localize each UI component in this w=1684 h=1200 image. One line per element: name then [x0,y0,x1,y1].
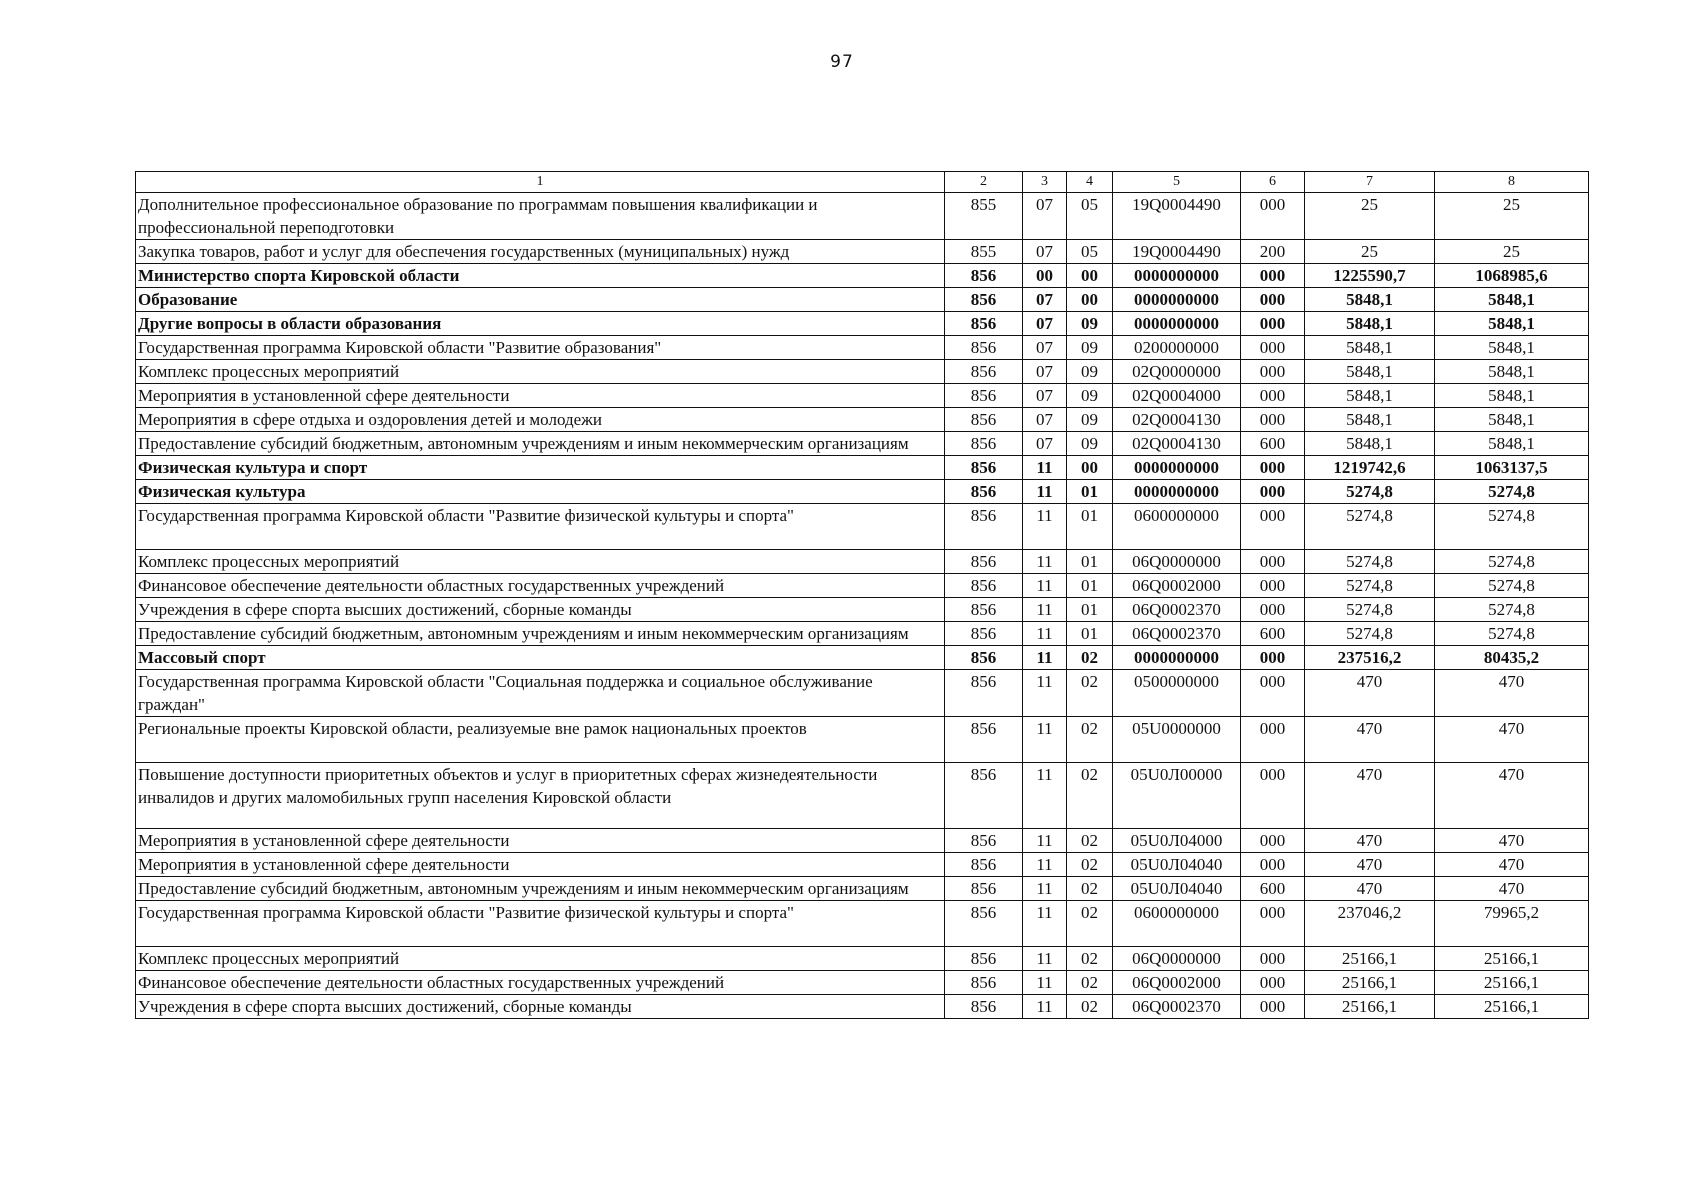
row-amount-col7: 5848,1 [1305,288,1435,312]
row-ministry-code: 856 [945,853,1023,877]
row-ministry-code: 855 [945,240,1023,264]
row-amount-col7: 1219742,6 [1305,456,1435,480]
row-expense-type: 600 [1241,877,1305,901]
row-target-article: 05U0Л00000 [1113,763,1241,829]
row-amount-col8: 5274,8 [1435,504,1589,550]
row-amount-col7: 470 [1305,670,1435,717]
row-amount-col8: 470 [1435,670,1589,717]
row-amount-col7: 470 [1305,829,1435,853]
row-expense-type: 000 [1241,504,1305,550]
row-subsection-code: 02 [1067,670,1113,717]
table-row [136,598,1589,622]
row-amount-col8: 5848,1 [1435,288,1589,312]
row-section-code: 11 [1023,763,1067,829]
row-name: Повышение доступности приоритетных объектов и услуг в приоритетных сферах жизнедеятельности инвалидов и других маломобильных групп населения Кировской области [136,763,945,829]
row-amount-col7: 470 [1305,853,1435,877]
table-row [136,264,1589,288]
row-amount-col7: 25 [1305,193,1435,240]
row-section-code: 07 [1023,240,1067,264]
row-amount-col7: 5848,1 [1305,384,1435,408]
row-target-article: 0000000000 [1113,264,1241,288]
row-ministry-code: 856 [945,971,1023,995]
row-ministry-code: 856 [945,408,1023,432]
row-subsection-code: 01 [1067,598,1113,622]
table-row [136,877,1589,901]
row-amount-col8: 5848,1 [1435,408,1589,432]
row-section-code: 11 [1023,574,1067,598]
row-amount-col8: 5274,8 [1435,574,1589,598]
row-ministry-code: 856 [945,670,1023,717]
row-ministry-code: 856 [945,947,1023,971]
row-expense-type: 000 [1241,408,1305,432]
row-name: Мероприятия в установленной сфере деятельности [136,853,945,877]
row-ministry-code: 856 [945,598,1023,622]
row-section-code: 07 [1023,312,1067,336]
row-expense-type: 200 [1241,240,1305,264]
row-ministry-code: 855 [945,193,1023,240]
table-row [136,646,1589,670]
row-amount-col7: 5274,8 [1305,598,1435,622]
row-subsection-code: 02 [1067,829,1113,853]
row-ministry-code: 856 [945,574,1023,598]
row-ministry-code: 856 [945,432,1023,456]
table-row [136,456,1589,480]
row-name: Предоставление субсидий бюджетным, автономным учреждениям и иным некоммерческим организациям [136,432,945,456]
row-amount-col8: 1068985,6 [1435,264,1589,288]
row-section-code: 07 [1023,384,1067,408]
row-amount-col7: 470 [1305,877,1435,901]
header-col-6: 6 [1241,172,1305,193]
row-expense-type: 000 [1241,829,1305,853]
row-target-article: 06Q0000000 [1113,550,1241,574]
row-amount-col7: 5274,8 [1305,480,1435,504]
budget-table [135,171,1589,1019]
row-name: Закупка товаров, работ и услуг для обеспечения государственных (муниципальных) нужд [136,240,945,264]
row-amount-col7: 25 [1305,240,1435,264]
row-ministry-code: 856 [945,312,1023,336]
table-row [136,408,1589,432]
row-name: Дополнительное профессиональное образование по программам повышения квалификации и профессиональной переподготовки [136,193,945,240]
row-expense-type: 000 [1241,336,1305,360]
row-ministry-code: 856 [945,622,1023,646]
row-subsection-code: 01 [1067,574,1113,598]
row-subsection-code: 09 [1067,336,1113,360]
row-target-article: 06Q0000000 [1113,947,1241,971]
row-name: Мероприятия в установленной сфере деятельности [136,384,945,408]
row-section-code: 07 [1023,432,1067,456]
row-amount-col7: 5848,1 [1305,312,1435,336]
table-row [136,829,1589,853]
header-col-5: 5 [1113,172,1241,193]
row-section-code: 11 [1023,622,1067,646]
row-expense-type: 600 [1241,622,1305,646]
row-amount-col7: 25166,1 [1305,947,1435,971]
row-ministry-code: 856 [945,288,1023,312]
row-expense-type: 000 [1241,971,1305,995]
table-row [136,717,1589,763]
row-section-code: 11 [1023,829,1067,853]
row-amount-col7: 25166,1 [1305,995,1435,1019]
row-amount-col8: 1063137,5 [1435,456,1589,480]
table-row [136,480,1589,504]
row-amount-col8: 79965,2 [1435,901,1589,947]
row-amount-col7: 5848,1 [1305,360,1435,384]
row-section-code: 07 [1023,336,1067,360]
row-target-article: 05U0000000 [1113,717,1241,763]
row-section-code: 11 [1023,947,1067,971]
table-row [136,763,1589,829]
row-expense-type: 000 [1241,717,1305,763]
row-expense-type: 000 [1241,360,1305,384]
row-subsection-code: 09 [1067,312,1113,336]
row-ministry-code: 856 [945,360,1023,384]
row-target-article: 0000000000 [1113,312,1241,336]
row-amount-col8: 470 [1435,853,1589,877]
row-amount-col8: 470 [1435,717,1589,763]
row-subsection-code: 05 [1067,193,1113,240]
row-expense-type: 000 [1241,193,1305,240]
row-ministry-code: 856 [945,763,1023,829]
row-subsection-code: 00 [1067,288,1113,312]
table-row [136,574,1589,598]
row-subsection-code: 09 [1067,384,1113,408]
table-row [136,995,1589,1019]
row-target-article: 06Q0002000 [1113,971,1241,995]
table-row [136,550,1589,574]
table-row [136,947,1589,971]
row-ministry-code: 856 [945,901,1023,947]
row-amount-col7: 25166,1 [1305,971,1435,995]
table-row [136,971,1589,995]
row-target-article: 0000000000 [1113,288,1241,312]
row-amount-col7: 5848,1 [1305,432,1435,456]
row-name: Предоставление субсидий бюджетным, автономным учреждениям и иным некоммерческим организациям [136,622,945,646]
row-section-code: 07 [1023,288,1067,312]
row-name: Учреждения в сфере спорта высших достижений, сборные команды [136,598,945,622]
row-name: Другие вопросы в области образования [136,312,945,336]
table-row [136,384,1589,408]
row-amount-col7: 1225590,7 [1305,264,1435,288]
row-section-code: 11 [1023,670,1067,717]
table-row [136,240,1589,264]
row-name: Массовый спорт [136,646,945,670]
row-amount-col8: 470 [1435,877,1589,901]
row-section-code: 11 [1023,550,1067,574]
row-name: Физическая культура [136,480,945,504]
row-amount-col8: 5848,1 [1435,360,1589,384]
row-expense-type: 000 [1241,995,1305,1019]
row-subsection-code: 02 [1067,995,1113,1019]
row-amount-col8: 5848,1 [1435,432,1589,456]
row-ministry-code: 856 [945,646,1023,670]
row-name: Министерство спорта Кировской области [136,264,945,288]
row-target-article: 06Q0002370 [1113,622,1241,646]
row-name: Государственная программа Кировской области "Развитие физической культуры и спорта" [136,504,945,550]
row-section-code: 11 [1023,853,1067,877]
table-row [136,622,1589,646]
row-ministry-code: 856 [945,336,1023,360]
row-amount-col7: 237046,2 [1305,901,1435,947]
table-header [136,172,1589,193]
row-ministry-code: 856 [945,995,1023,1019]
row-expense-type: 000 [1241,598,1305,622]
table-row [136,312,1589,336]
row-expense-type: 000 [1241,312,1305,336]
table-row [136,288,1589,312]
row-amount-col8: 5848,1 [1435,312,1589,336]
row-target-article: 0000000000 [1113,456,1241,480]
row-target-article: 02Q0004130 [1113,408,1241,432]
row-amount-col7: 5274,8 [1305,622,1435,646]
row-name: Физическая культура и спорт [136,456,945,480]
row-amount-col7: 5848,1 [1305,336,1435,360]
row-subsection-code: 02 [1067,947,1113,971]
row-subsection-code: 01 [1067,480,1113,504]
row-name: Учреждения в сфере спорта высших достижений, сборные команды [136,995,945,1019]
row-amount-col8: 470 [1435,763,1589,829]
row-section-code: 07 [1023,193,1067,240]
row-expense-type: 000 [1241,646,1305,670]
row-section-code: 11 [1023,971,1067,995]
row-name: Образование [136,288,945,312]
table-row [136,432,1589,456]
row-subsection-code: 00 [1067,456,1113,480]
page-number: 97 [830,52,854,72]
row-subsection-code: 02 [1067,877,1113,901]
row-amount-col7: 5274,8 [1305,574,1435,598]
row-expense-type: 000 [1241,947,1305,971]
row-amount-col7: 5274,8 [1305,550,1435,574]
row-section-code: 07 [1023,408,1067,432]
row-expense-type: 000 [1241,550,1305,574]
row-ministry-code: 856 [945,829,1023,853]
row-expense-type: 000 [1241,901,1305,947]
row-ministry-code: 856 [945,264,1023,288]
row-subsection-code: 01 [1067,504,1113,550]
row-name: Региональные проекты Кировской области, реализуемые вне рамок национальных проектов [136,717,945,763]
row-section-code: 11 [1023,901,1067,947]
header-col-8: 8 [1435,172,1589,193]
row-target-article: 0500000000 [1113,670,1241,717]
row-section-code: 11 [1023,480,1067,504]
row-section-code: 11 [1023,504,1067,550]
row-expense-type: 000 [1241,456,1305,480]
header-col-3: 3 [1023,172,1067,193]
row-expense-type: 600 [1241,432,1305,456]
row-subsection-code: 02 [1067,901,1113,947]
row-ministry-code: 856 [945,877,1023,901]
row-target-article: 05U0Л04040 [1113,853,1241,877]
row-ministry-code: 856 [945,456,1023,480]
row-target-article: 0600000000 [1113,901,1241,947]
header-row [136,172,1589,193]
row-subsection-code: 02 [1067,763,1113,829]
row-target-article: 0000000000 [1113,480,1241,504]
table-row [136,504,1589,550]
row-amount-col7: 470 [1305,763,1435,829]
row-amount-col7: 470 [1305,717,1435,763]
row-amount-col8: 25166,1 [1435,995,1589,1019]
row-subsection-code: 05 [1067,240,1113,264]
row-ministry-code: 856 [945,384,1023,408]
row-section-code: 11 [1023,717,1067,763]
table-row [136,336,1589,360]
row-expense-type: 000 [1241,480,1305,504]
row-target-article: 19Q0004490 [1113,193,1241,240]
row-amount-col8: 5274,8 [1435,480,1589,504]
row-expense-type: 000 [1241,288,1305,312]
row-target-article: 06Q0002370 [1113,995,1241,1019]
row-subsection-code: 02 [1067,971,1113,995]
row-subsection-code: 02 [1067,646,1113,670]
row-subsection-code: 09 [1067,408,1113,432]
row-amount-col8: 25 [1435,193,1589,240]
row-name: Мероприятия в сфере отдыха и оздоровления детей и молодежи [136,408,945,432]
row-section-code: 11 [1023,995,1067,1019]
row-section-code: 00 [1023,264,1067,288]
row-amount-col8: 80435,2 [1435,646,1589,670]
row-target-article: 0600000000 [1113,504,1241,550]
row-amount-col8: 5274,8 [1435,550,1589,574]
row-amount-col8: 25 [1435,240,1589,264]
table-row [136,670,1589,717]
row-expense-type: 000 [1241,670,1305,717]
row-ministry-code: 856 [945,504,1023,550]
row-name: Государственная программа Кировской области "Развитие физической культуры и спорта" [136,901,945,947]
row-target-article: 0000000000 [1113,646,1241,670]
row-subsection-code: 09 [1067,360,1113,384]
row-expense-type: 000 [1241,574,1305,598]
row-target-article: 02Q0004130 [1113,432,1241,456]
row-expense-type: 000 [1241,763,1305,829]
row-section-code: 07 [1023,360,1067,384]
table-row [136,853,1589,877]
row-name: Финансовое обеспечение деятельности областных государственных учреждений [136,971,945,995]
row-section-code: 11 [1023,877,1067,901]
row-amount-col8: 5848,1 [1435,336,1589,360]
row-target-article: 02Q0000000 [1113,360,1241,384]
row-amount-col8: 5274,8 [1435,598,1589,622]
row-target-article: 06Q0002000 [1113,574,1241,598]
row-subsection-code: 01 [1067,622,1113,646]
row-name: Государственная программа Кировской области "Развитие образования" [136,336,945,360]
row-target-article: 02Q0004000 [1113,384,1241,408]
row-amount-col8: 25166,1 [1435,947,1589,971]
row-ministry-code: 856 [945,550,1023,574]
table-body [136,193,1589,1019]
header-col-4: 4 [1067,172,1113,193]
row-name: Комплекс процессных мероприятий [136,360,945,384]
row-name: Государственная программа Кировской области "Социальная поддержка и социальное обслуживание граждан" [136,670,945,717]
row-subsection-code: 02 [1067,853,1113,877]
row-amount-col8: 5274,8 [1435,622,1589,646]
row-name: Финансовое обеспечение деятельности областных государственных учреждений [136,574,945,598]
row-expense-type: 000 [1241,853,1305,877]
row-name: Комплекс процессных мероприятий [136,550,945,574]
header-col-7: 7 [1305,172,1435,193]
row-amount-col8: 25166,1 [1435,971,1589,995]
row-subsection-code: 00 [1067,264,1113,288]
row-subsection-code: 09 [1067,432,1113,456]
table-row [136,360,1589,384]
row-amount-col7: 5274,8 [1305,504,1435,550]
table-row [136,901,1589,947]
header-col-1: 1 [136,172,945,193]
row-section-code: 11 [1023,456,1067,480]
table-row [136,193,1589,240]
row-name: Предоставление субсидий бюджетным, автономным учреждениям и иным некоммерческим организациям [136,877,945,901]
row-target-article: 19Q0004490 [1113,240,1241,264]
row-amount-col8: 470 [1435,829,1589,853]
row-expense-type: 000 [1241,264,1305,288]
header-col-2: 2 [945,172,1023,193]
row-section-code: 11 [1023,646,1067,670]
row-subsection-code: 02 [1067,717,1113,763]
row-amount-col7: 5848,1 [1305,408,1435,432]
row-amount-col8: 5848,1 [1435,384,1589,408]
row-ministry-code: 856 [945,480,1023,504]
row-amount-col7: 237516,2 [1305,646,1435,670]
row-name: Мероприятия в установленной сфере деятельности [136,829,945,853]
row-subsection-code: 01 [1067,550,1113,574]
row-expense-type: 000 [1241,384,1305,408]
row-target-article: 06Q0002370 [1113,598,1241,622]
row-target-article: 05U0Л04000 [1113,829,1241,853]
row-name: Комплекс процессных мероприятий [136,947,945,971]
row-target-article: 0200000000 [1113,336,1241,360]
row-ministry-code: 856 [945,717,1023,763]
row-target-article: 05U0Л04040 [1113,877,1241,901]
row-section-code: 11 [1023,598,1067,622]
